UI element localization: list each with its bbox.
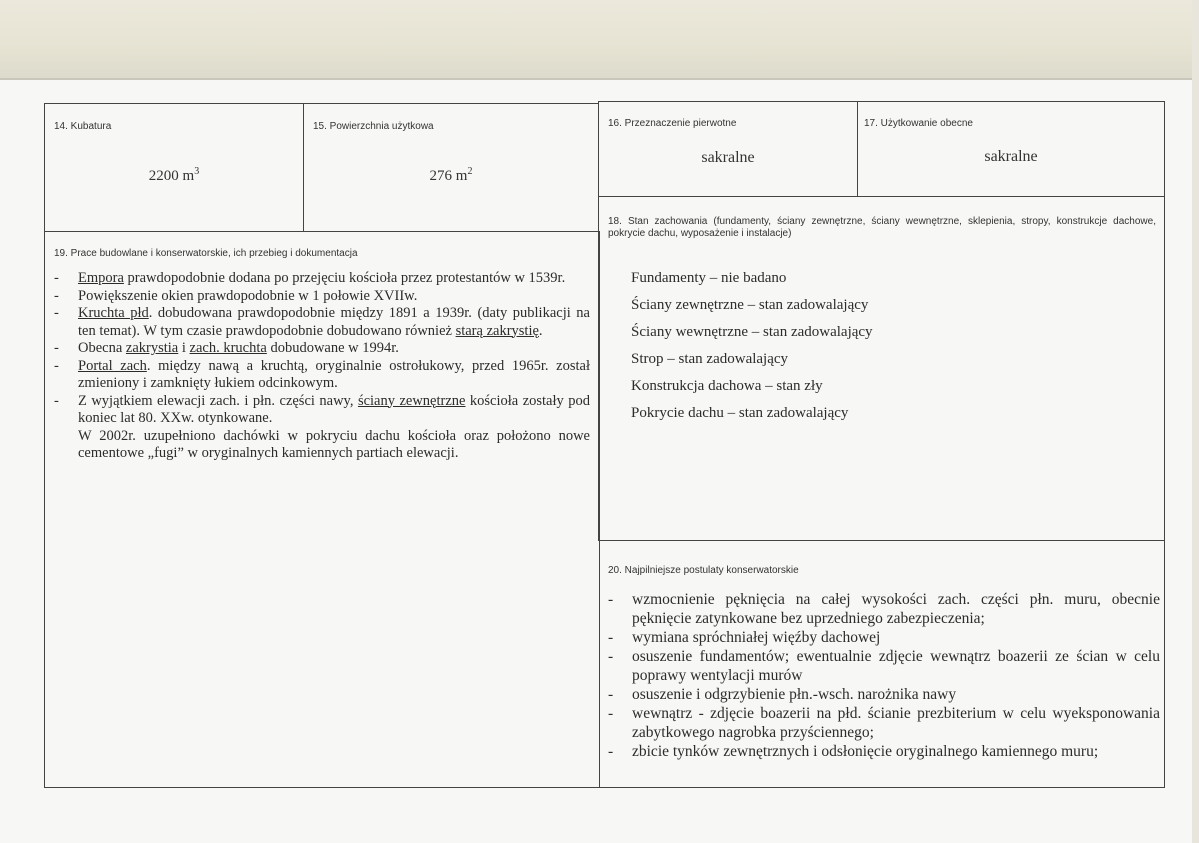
field-18-item: Ściany zewnętrzne – stan zadowalający (631, 297, 869, 313)
list-item: - zbicie tynków zewnętrznych i odsłonięcie oryginalnego kamiennego muru; (608, 743, 1099, 760)
field-18-item: Ściany wewnętrzne – stan zadowalający (631, 324, 873, 340)
scan-border-right (1192, 0, 1199, 843)
field-15-value: 276 $m^2$ (429, 166, 473, 184)
list-item: W 2002r. uzupełniono dachówki w pokryciu dachu kościoła oraz położono nowe cementowe „fugi” w oryginalnych kamiennych partiach elewacji. (78, 427, 590, 461)
scan-border-top (0, 0, 1199, 80)
list-item: - Obecna zakrystia i zach. kruchta dobudowane w 1994r. (54, 340, 399, 356)
field-16-label: 16. Przeznaczenie pierwotne (608, 118, 737, 129)
field-14-value: 2200 $m^3$ (148, 166, 200, 184)
field-18-item: Strop – stan zadowalający (631, 351, 789, 367)
list-item: - osuszenie fundamentów; ewentualnie zdjęcie wewnątrz boazerii ze ścian w celu poprawy wentylacji murów (608, 648, 1160, 684)
field-18-label: 18. Stan zachowania (fundamenty, ściany zewnętrzne, ściany wewnętrzne, sklepienia, stropy, konstrukcje dachowe, pokrycie dachu, wyposażenie i instalacje) (608, 216, 1156, 239)
field-18-item: Konstrukcja dachowa – stan zły (631, 378, 823, 394)
field-14-label: 14. Kubatura (54, 121, 112, 132)
list-item: - wewnątrz - zdjęcie boazerii na płd. ścianie prezbiterium w celu wyeksponowania zabytkowego nagrobka przyściennego; (608, 705, 1160, 741)
list-item: - Z wyjątkiem elewacji zach. i płn. części nawy, ściany zewnętrzne kościoła zostały pod koniec lat 80. XXw. otynkowane. (54, 392, 590, 426)
list-item: - Powiększenie okien prawdopodobnie w 1 połowie XVIIw. (54, 287, 418, 304)
field-19-label: 19. Prace budowlane i konserwatorskie, ich przebieg i dokumentacja (54, 248, 358, 259)
list-item: - osuszenie i odgrzybienie płn.-wsch. narożnika nawy (608, 686, 957, 703)
field-18-item: Fundamenty – nie badano (631, 270, 787, 286)
field-20-label: 20. Najpilniejsze postulaty konserwatorskie (608, 565, 799, 576)
list-item: - Portal zach. między nawą a kruchtą, oryginalnie ostrołukowy, przed 1965r. został zmieniony i zamknięty łukiem odcinkowym. (54, 357, 590, 391)
list-item: - wzmocnienie pęknięcia na całej wysokości zach. części płn. muru, obecnie pęknięcie zatynkowane bez uprzedniego zabezpieczenia; (608, 591, 1160, 627)
field-15-label: 15. Powierzchnia użytkowa (313, 121, 434, 132)
field-17-value: sakralne (984, 148, 1038, 165)
field-16-value: sakralne (701, 149, 755, 166)
list-item: - wymiana spróchniałej więźby dachowej (608, 629, 881, 646)
field-17-label: 17. Użytkowanie obecne (864, 118, 973, 129)
field-18-item: Pokrycie dachu – stan zadowalający (631, 405, 849, 421)
list-item: - Kruchta płd. dobudowana prawdopodobnie między 1891 a 1939r. (daty publikacji na ten temat). W tym czasie prawdopodobnie dobudowano również starą zakrystię. (54, 305, 590, 339)
list-item: - Empora prawdopodobnie dodana po przejęciu kościoła przez protestantów w 1539r. (54, 270, 566, 286)
field-18-box (598, 196, 1165, 541)
field-19-list (54, 270, 590, 463)
field-20-list (608, 590, 1160, 761)
